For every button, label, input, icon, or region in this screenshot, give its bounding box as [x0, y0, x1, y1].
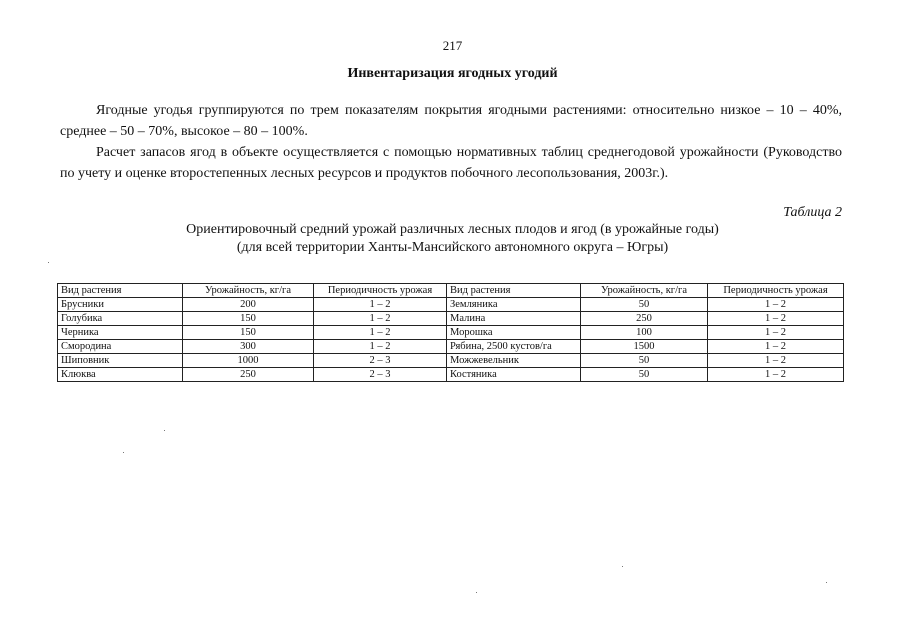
cell-yield: 50 [581, 354, 708, 368]
yield-table [57, 283, 844, 382]
cell-yield: 250 [581, 312, 708, 326]
cell-plant: Малина [447, 312, 581, 326]
scan-speck [622, 566, 623, 567]
cell-yield: 300 [183, 340, 314, 354]
paragraph-calculation-text: Расчет запасов ягод в объекте осуществляется с помощью нормативных таблиц среднегодовой урожайности (Руководство по учету и оценке второстепенных лесных ресурсов и продуктов побочного лесопользования, 2003г.). [60, 145, 842, 181]
cell-yield: 50 [581, 298, 708, 312]
cell-periodicity: 1 – 2 [708, 340, 844, 354]
scan-speck [164, 430, 165, 431]
cell-plant: Брусники [58, 298, 183, 312]
cell-periodicity: 1 – 2 [708, 354, 844, 368]
cell-periodicity: 1 – 2 [314, 340, 447, 354]
cell-periodicity: 2 – 3 [314, 354, 447, 368]
cell-periodicity: 2 – 3 [314, 368, 447, 382]
cell-plant: Смородина [58, 340, 183, 354]
cell-periodicity: 1 – 2 [314, 312, 447, 326]
table-caption-line-2: (для всей территории Ханты-Мансийского автономного округа – Югры) [236, 240, 669, 255]
cell-plant: Рябина, 2500 кустов/га [447, 340, 581, 354]
header-plant-2: Вид растения [447, 284, 581, 298]
cell-periodicity: 1 – 2 [708, 312, 844, 326]
table-row [58, 298, 844, 312]
cell-plant: Клюква [58, 368, 183, 382]
cell-periodicity: 1 – 2 [708, 326, 844, 340]
cell-yield: 1500 [581, 340, 708, 354]
paragraph-coverage [60, 100, 842, 142]
page-number: 217 [442, 38, 463, 53]
table-row [58, 340, 844, 354]
table-row [58, 368, 844, 382]
table-row [58, 312, 844, 326]
cell-periodicity: 1 – 2 [708, 298, 844, 312]
header-yield-1: Урожайность, кг/га [183, 284, 314, 298]
scan-speck [476, 592, 477, 593]
scan-speck [826, 582, 827, 583]
table-row [58, 326, 844, 340]
paragraph-calculation [60, 142, 842, 184]
cell-yield: 150 [183, 312, 314, 326]
table-caption-line-1: Ориентировочный средний урожай различных лесных плодов и ягод (в урожайные годы) [186, 222, 719, 237]
cell-yield: 200 [183, 298, 314, 312]
cell-plant: Можжевельник [447, 354, 581, 368]
section-title: Инвентаризация ягодных угодий [347, 66, 558, 81]
header-plant-1: Вид растения [58, 284, 183, 298]
cell-yield: 100 [581, 326, 708, 340]
cell-plant: Шиповник [58, 354, 183, 368]
cell-periodicity: 1 – 2 [314, 298, 447, 312]
cell-plant: Земляника [447, 298, 581, 312]
cell-yield: 250 [183, 368, 314, 382]
scan-speck [123, 452, 124, 453]
table-label: Таблица 2 [783, 205, 842, 220]
cell-periodicity: 1 – 2 [314, 326, 447, 340]
cell-plant: Голубика [58, 312, 183, 326]
header-periodicity-2: Периодичность урожая [708, 284, 844, 298]
table-header-row [58, 284, 844, 298]
paragraph-coverage-text: Ягодные угодья группируются по трем показателям покрытия ягодными растениями: относительно низкое – 10 – 40%, среднее – 50 – 70%, высокое – 80 – 100%. [60, 103, 842, 139]
cell-yield: 1000 [183, 354, 314, 368]
cell-yield: 150 [183, 326, 314, 340]
table-row [58, 354, 844, 368]
cell-plant: Черника [58, 326, 183, 340]
cell-plant: Костяника [447, 368, 581, 382]
cell-periodicity: 1 – 2 [708, 368, 844, 382]
cell-yield: 50 [581, 368, 708, 382]
header-periodicity-1: Периодичность урожая [314, 284, 447, 298]
scan-speck [48, 262, 49, 263]
cell-plant: Морошка [447, 326, 581, 340]
header-yield-2: Урожайность, кг/га [581, 284, 708, 298]
